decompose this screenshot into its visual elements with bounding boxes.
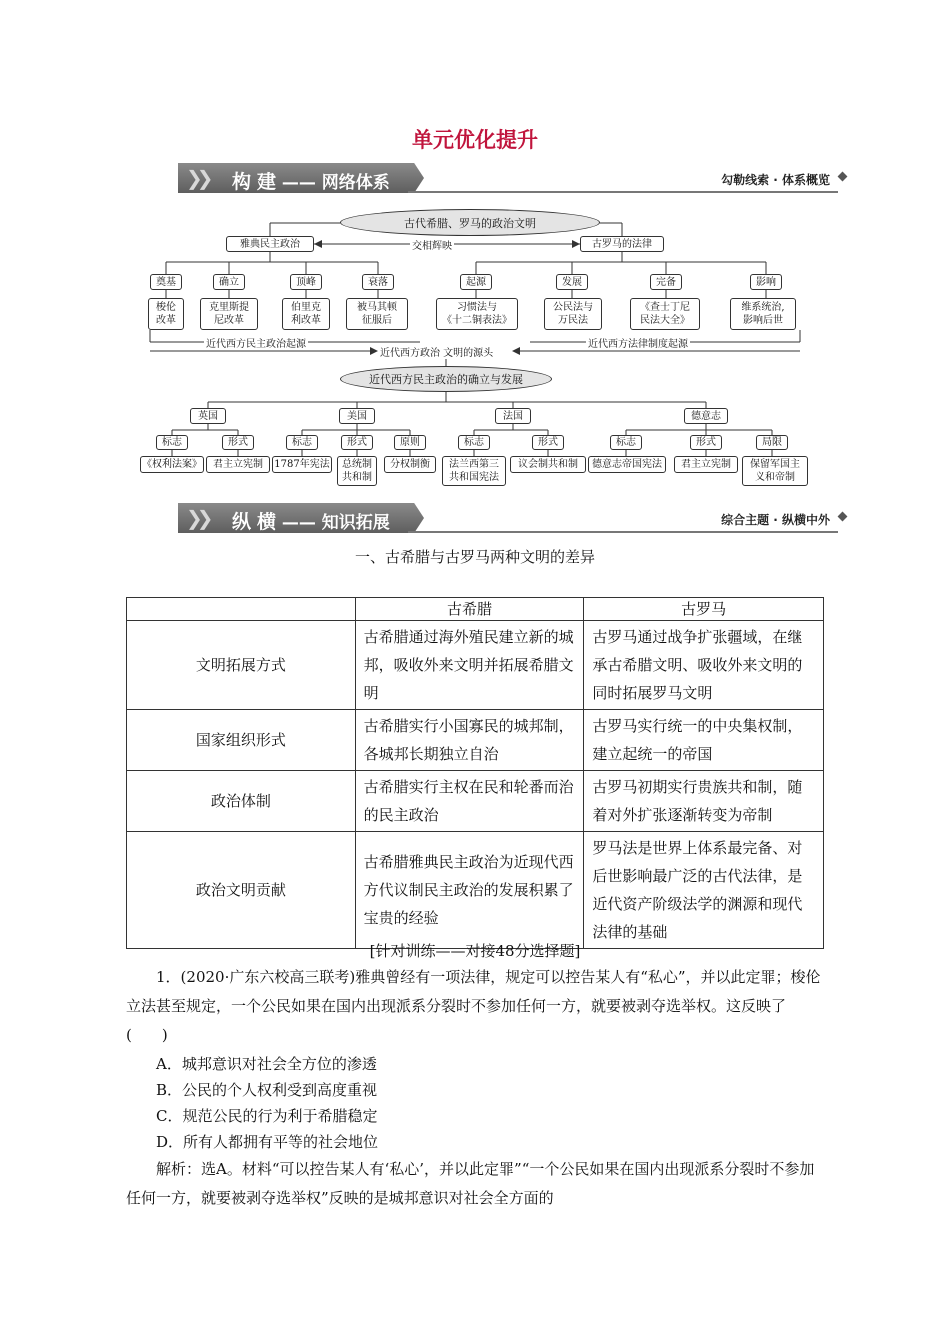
double-chevron-icon: ❯❯ xyxy=(186,506,208,530)
rome-stage-content: 习惯法与 《十二铜表法》 xyxy=(436,298,518,330)
germany-item-label: 形式 xyxy=(690,435,722,450)
option-b: B．公民的个人权利受到高度重视 xyxy=(156,1081,378,1099)
middle-source-label: 近代西方政治 文明的源头 xyxy=(378,344,495,359)
question-stem: 1．(2020·广东六校高三联考)雅典曾经有一项法律，规定可以控告某人有“私心”，并以此定罪；梭伦立法甚至规定，一个公民如果在国内出现派系分裂时不参加任何一方，就要被剥夺选举权。这反映了( ) xyxy=(126,968,821,1044)
usa-item-label: 原则 xyxy=(394,435,426,450)
usa-item-content: 1787年宪法 xyxy=(272,456,332,473)
table-header-row xyxy=(127,598,824,621)
section-banner-expansion xyxy=(178,503,846,533)
table-row xyxy=(127,710,824,771)
table-cell-rome: 古罗马通过战争扩张疆域，在继承古希腊文明、吸收外来文明的同时拓展罗马文明 xyxy=(584,621,824,710)
double-chevron-icon: ❯❯ xyxy=(186,166,208,190)
section-heading: 一、古希腊与古罗马两种文明的差异 xyxy=(354,548,595,566)
country-germany: 德意志 xyxy=(684,408,728,424)
germany-item-label: 标志 xyxy=(610,435,642,450)
usa-item-content: 分权制衡 xyxy=(384,456,436,473)
left-origin-label: 近代西方民主政治起源 xyxy=(204,335,308,350)
option-d: D．所有人都拥有平等的社会地位 xyxy=(156,1133,379,1151)
banner-subtitle: 综合主题 · 纵横中外 xyxy=(721,513,830,527)
athens-stage-content: 被马其顿 征服后 xyxy=(346,298,408,330)
table-cell-aspect: 政治文明贡献 xyxy=(127,832,356,949)
option-c: C．规范公民的行为利于希腊稳定 xyxy=(156,1107,378,1125)
table-header xyxy=(127,598,356,621)
table-cell-rome: 古罗马初期实行贵族共和制，随着对外扩张逐渐转变为帝制 xyxy=(584,771,824,832)
ancient-politics-oval: 古代希腊、罗马的政治文明 xyxy=(340,209,600,236)
table-cell-greece: 古希腊通过海外殖民建立新的城邦，吸收外来文明并拓展希腊文明 xyxy=(355,621,584,710)
diamond-icon xyxy=(838,512,848,522)
uk-item-label: 标志 xyxy=(156,435,188,450)
table-header: 古希腊 xyxy=(355,598,584,621)
germany-item-content: 保留军国主 义和帝制 xyxy=(742,456,808,486)
diagram-connectors xyxy=(0,0,950,500)
table-cell-greece: 古希腊实行小国寡民的城邦制，各城邦长期独立自治 xyxy=(355,710,584,771)
roman-law-box: 古罗马的法律 xyxy=(580,236,664,252)
banner-title: 构 建 —— 网络体系 xyxy=(232,171,390,193)
training-note: [针对训练——对接48分选择题] xyxy=(369,942,581,960)
table-header: 古罗马 xyxy=(584,598,824,621)
athens-stage-label: 衰落 xyxy=(362,274,394,290)
table-cell-rome: 罗马法是世界上体系最完备、对后世影响最广泛的古代法律，是近代资产阶级法学的渊源和现代法律的基础 xyxy=(584,832,824,949)
uk-item-label: 形式 xyxy=(222,435,254,450)
athens-stage-label: 奠基 xyxy=(150,274,182,290)
table-cell-aspect: 国家组织形式 xyxy=(127,710,356,771)
table-cell-rome: 古罗马实行统一的中央集权制，建立起统一的帝国 xyxy=(584,710,824,771)
rome-stage-content: 公民法与 万民法 xyxy=(544,298,602,330)
right-origin-label: 近代西方法律制度起源 xyxy=(586,335,690,350)
germany-item-content: 君主立宪制 xyxy=(674,456,738,473)
france-item-label: 形式 xyxy=(532,435,564,450)
table-cell-greece: 古希腊实行主权在民和轮番而治的民主政治 xyxy=(355,771,584,832)
germany-item-label: 局限 xyxy=(756,435,788,450)
table-cell-greece: 古希腊雅典民主政治为近现代西方代议制民主政治的发展积累了宝贵的经验 xyxy=(355,832,584,949)
france-item-label: 标志 xyxy=(458,435,490,450)
country-uk: 英国 xyxy=(190,408,226,424)
usa-item-label: 形式 xyxy=(341,435,373,450)
modern-democracy-oval: 近代西方民主政治的确立与发展 xyxy=(340,366,552,392)
rome-stage-label: 起源 xyxy=(460,274,492,290)
table-row xyxy=(127,621,824,710)
rome-stage-content: 维系统治, 影响后世 xyxy=(730,298,796,330)
usa-item-label: 标志 xyxy=(286,435,318,450)
country-france: 法国 xyxy=(495,408,531,424)
uk-item-content: 君主立宪制 xyxy=(206,456,270,473)
banner-rule xyxy=(408,531,838,533)
france-item-content: 法兰西第三 共和国宪法 xyxy=(442,456,506,486)
page-title: 单元优化提升 xyxy=(412,128,538,152)
rome-stage-label: 发展 xyxy=(556,274,588,290)
exchange-label: 交相辉映 xyxy=(410,237,454,252)
germany-item-content: 德意志帝国宪法 xyxy=(588,456,666,473)
uk-item-content: 《权利法案》 xyxy=(140,456,204,473)
athens-stage-content: 梭伦 改革 xyxy=(148,298,184,330)
comparison-table xyxy=(126,597,824,949)
table-row xyxy=(127,832,824,949)
country-usa: 美国 xyxy=(339,408,375,424)
table-cell-aspect: 政治体制 xyxy=(127,771,356,832)
athens-stage-label: 确立 xyxy=(213,274,245,290)
rome-stage-label: 完备 xyxy=(650,274,682,290)
banner-subtitle: 勾勒线索 · 体系概览 xyxy=(721,173,830,187)
athens-stage-label: 顶峰 xyxy=(290,274,322,290)
athens-stage-content: 克里斯提 尼改革 xyxy=(200,298,258,330)
analysis-text: 解析：选A。材料“可以控告某人有‘私心’，并以此定罪”“一个公民如果在国内出现派系分裂时不参加任何一方，就要被剥夺选举权”反映的是城邦意识对社会全方面的 xyxy=(126,1160,815,1207)
rome-stage-content: 《查士丁尼 民法大全》 xyxy=(630,298,700,330)
table-row xyxy=(127,771,824,832)
athens-stage-content: 伯里克 利改革 xyxy=(282,298,330,330)
option-a: A．城邦意识对社会全方位的渗透 xyxy=(156,1055,377,1073)
athens-democracy-box: 雅典民主政治 xyxy=(226,236,314,252)
banner-title: 纵 横 —— 知识拓展 xyxy=(232,511,390,533)
rome-stage-label: 影响 xyxy=(750,274,782,290)
table-cell-aspect: 文明拓展方式 xyxy=(127,621,356,710)
usa-item-content: 总统制 共和制 xyxy=(337,456,377,486)
france-item-content: 议会制共和制 xyxy=(510,456,586,473)
